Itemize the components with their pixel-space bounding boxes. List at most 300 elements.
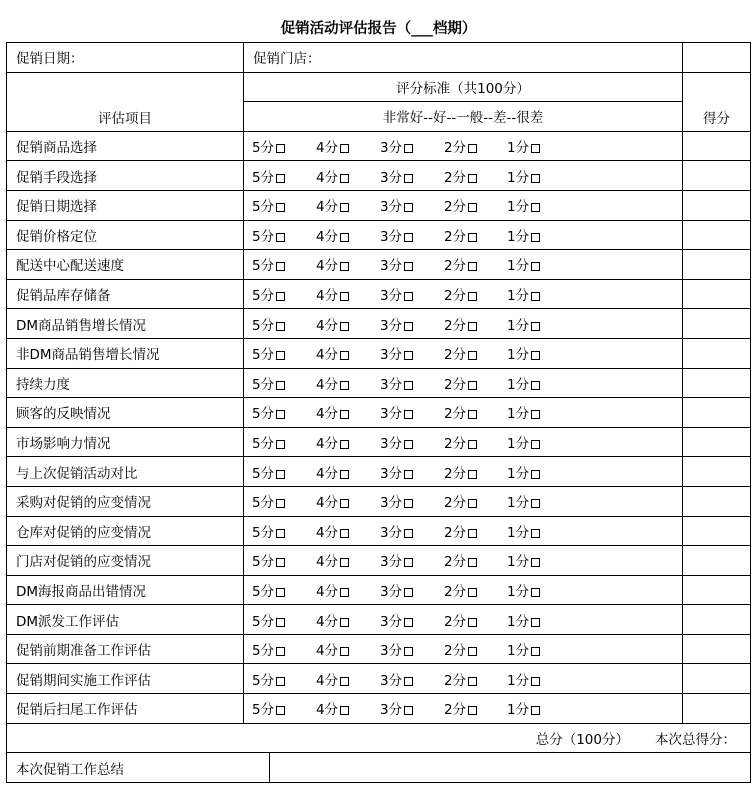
rating-option-label: 5分: [252, 228, 275, 245]
item-label: 促销手段选择: [7, 161, 244, 191]
header-standard: 评分标准（共100分）: [244, 72, 683, 102]
rating-option[interactable]: [316, 402, 349, 422]
checkbox[interactable]: [531, 174, 540, 183]
rating-option[interactable]: [507, 284, 540, 304]
checkbox[interactable]: [531, 558, 540, 567]
rating-option[interactable]: [316, 432, 349, 452]
checkbox[interactable]: [340, 381, 349, 390]
rating-option[interactable]: [380, 225, 413, 245]
rating-options: [244, 220, 683, 250]
checkbox[interactable]: [276, 647, 285, 656]
rating-option[interactable]: [507, 462, 540, 482]
rating-option[interactable]: [316, 580, 349, 600]
checkbox[interactable]: [276, 203, 285, 212]
score-cell[interactable]: [683, 338, 751, 368]
rating-option[interactable]: [380, 254, 413, 274]
rating-option[interactable]: [316, 136, 349, 156]
checkbox[interactable]: [340, 470, 349, 479]
rating-options: [244, 486, 683, 516]
item-label: 促销日期选择: [7, 190, 244, 220]
rating-option-label: 2分: [444, 613, 467, 630]
checkbox[interactable]: [404, 618, 413, 627]
score-cell[interactable]: [683, 694, 751, 724]
checkbox[interactable]: [340, 588, 349, 597]
checkbox[interactable]: [404, 233, 413, 242]
checkbox[interactable]: [404, 322, 413, 331]
rating-option[interactable]: [444, 432, 477, 452]
checkbox[interactable]: [531, 233, 540, 242]
rating-option[interactable]: [380, 343, 413, 363]
checkbox[interactable]: [404, 470, 413, 479]
checkbox[interactable]: [404, 647, 413, 656]
checkbox[interactable]: [531, 529, 540, 538]
item-label: 仓库对促销的应变情况: [7, 516, 244, 546]
promo-date-field[interactable]: 促销日期：: [7, 43, 244, 73]
checkbox[interactable]: [531, 706, 540, 715]
rating-option[interactable]: [252, 491, 285, 511]
score-cell[interactable]: [683, 457, 751, 487]
rating-option-label: 5分: [252, 376, 275, 393]
item-label: 促销品库存储备: [7, 279, 244, 309]
checkbox[interactable]: [404, 706, 413, 715]
rating-option-label: 4分: [316, 613, 339, 630]
rating-option[interactable]: [316, 195, 349, 215]
checkbox[interactable]: [468, 381, 477, 390]
rating-option[interactable]: [380, 669, 413, 689]
rating-option-label: 2分: [444, 199, 467, 216]
checkbox[interactable]: [340, 529, 349, 538]
checkbox[interactable]: [276, 381, 285, 390]
rating-option[interactable]: [444, 610, 477, 630]
rating-option-label: 1分: [507, 169, 530, 186]
rating-option[interactable]: [444, 669, 477, 689]
checkbox[interactable]: [340, 174, 349, 183]
rating-option-label: 3分: [380, 169, 403, 186]
rating-option[interactable]: [507, 166, 540, 186]
rating-option[interactable]: [507, 669, 540, 689]
total-score-label: 本次总得分：: [655, 731, 736, 748]
rating-option[interactable]: [316, 521, 349, 541]
rating-option-label: 5分: [252, 258, 275, 275]
rating-option[interactable]: [252, 698, 285, 718]
rating-option[interactable]: [316, 373, 349, 393]
table-row: [7, 398, 751, 428]
rating-option[interactable]: [316, 550, 349, 570]
rating-option[interactable]: [252, 254, 285, 274]
checkbox[interactable]: [340, 262, 349, 271]
score-cell[interactable]: [683, 161, 751, 191]
score-cell[interactable]: [683, 131, 751, 161]
checkbox[interactable]: [531, 144, 540, 153]
rating-option-label: 2分: [444, 436, 467, 453]
checkbox[interactable]: [276, 144, 285, 153]
rating-option[interactable]: [252, 373, 285, 393]
rating-option-label: 1分: [507, 524, 530, 541]
rating-option[interactable]: [380, 580, 413, 600]
rating-option[interactable]: [380, 639, 413, 659]
rating-option-label: 2分: [444, 702, 467, 719]
score-cell[interactable]: [683, 664, 751, 694]
checkbox[interactable]: [531, 292, 540, 301]
checkbox[interactable]: [468, 203, 477, 212]
rating-option-label: 5分: [252, 583, 275, 600]
rating-option[interactable]: [380, 284, 413, 304]
checkbox[interactable]: [404, 292, 413, 301]
checkbox[interactable]: [468, 322, 477, 331]
score-cell[interactable]: [683, 546, 751, 576]
table-row: [7, 634, 751, 664]
table-row: [7, 575, 751, 605]
rating-option[interactable]: [444, 373, 477, 393]
checkbox[interactable]: [468, 529, 477, 538]
rating-option-label: 5分: [252, 347, 275, 364]
checkbox[interactable]: [468, 647, 477, 656]
rating-option-label: 5分: [252, 406, 275, 423]
rating-option[interactable]: [316, 254, 349, 274]
rating-option[interactable]: [444, 136, 477, 156]
rating-option[interactable]: [380, 521, 413, 541]
rating-option-label: 5分: [252, 169, 275, 186]
checkbox[interactable]: [276, 618, 285, 627]
checkbox[interactable]: [531, 410, 540, 419]
checkbox[interactable]: [531, 262, 540, 271]
rating-option[interactable]: [316, 462, 349, 482]
rating-option-label: 2分: [444, 495, 467, 512]
checkbox[interactable]: [276, 351, 285, 360]
checkbox[interactable]: [340, 677, 349, 686]
rating-option[interactable]: [316, 698, 349, 718]
rating-option[interactable]: [507, 402, 540, 422]
score-cell[interactable]: [683, 634, 751, 664]
rating-option-label: 1分: [507, 554, 530, 571]
rating-option[interactable]: [380, 491, 413, 511]
rating-option[interactable]: [252, 136, 285, 156]
rating-option[interactable]: [380, 402, 413, 422]
checkbox[interactable]: [340, 647, 349, 656]
table-row: [7, 605, 751, 635]
rating-option[interactable]: [252, 639, 285, 659]
item-label: 促销商品选择: [7, 131, 244, 161]
rating-option[interactable]: [316, 491, 349, 511]
checkbox[interactable]: [531, 618, 540, 627]
checkbox[interactable]: [404, 529, 413, 538]
rating-option[interactable]: [252, 521, 285, 541]
rating-option[interactable]: [507, 610, 540, 630]
rating-option[interactable]: [380, 166, 413, 186]
rating-option[interactable]: [444, 550, 477, 570]
rating-option[interactable]: [252, 462, 285, 482]
rating-option[interactable]: [380, 698, 413, 718]
rating-option-label: 3分: [380, 347, 403, 364]
rating-option-label: 5分: [252, 672, 275, 689]
checkbox[interactable]: [468, 618, 477, 627]
rating-option[interactable]: [316, 284, 349, 304]
checkbox[interactable]: [468, 292, 477, 301]
rating-option[interactable]: [316, 343, 349, 363]
checkbox[interactable]: [531, 470, 540, 479]
rating-options: [244, 250, 683, 280]
checkbox[interactable]: [340, 558, 349, 567]
score-cell[interactable]: [683, 605, 751, 635]
score-cell[interactable]: [683, 309, 751, 339]
checkbox[interactable]: [340, 351, 349, 360]
rating-option[interactable]: [444, 402, 477, 422]
rating-option[interactable]: [507, 521, 540, 541]
checkbox[interactable]: [531, 499, 540, 508]
checkbox[interactable]: [531, 677, 540, 686]
rating-option[interactable]: [444, 462, 477, 482]
checkbox[interactable]: [276, 706, 285, 715]
rating-options: [244, 575, 683, 605]
rating-option[interactable]: [507, 373, 540, 393]
checkbox[interactable]: [531, 588, 540, 597]
rating-option[interactable]: [507, 225, 540, 245]
score-cell[interactable]: [683, 368, 751, 398]
checkbox[interactable]: [531, 322, 540, 331]
rating-option[interactable]: [252, 314, 285, 334]
rating-option-label: 2分: [444, 288, 467, 305]
checkbox[interactable]: [468, 440, 477, 449]
rating-option-label: 5分: [252, 199, 275, 216]
checkbox[interactable]: [468, 677, 477, 686]
checkbox[interactable]: [276, 322, 285, 331]
checkbox[interactable]: [340, 440, 349, 449]
checkbox[interactable]: [340, 410, 349, 419]
rating-option-label: 3分: [380, 495, 403, 512]
rating-option-label: 1分: [507, 643, 530, 660]
checkbox[interactable]: [276, 440, 285, 449]
rating-option[interactable]: [252, 432, 285, 452]
rating-option[interactable]: [252, 669, 285, 689]
table-row: [7, 279, 751, 309]
rating-option[interactable]: [444, 225, 477, 245]
score-cell[interactable]: [683, 575, 751, 605]
total-cell: [7, 723, 751, 753]
rating-option-label: 3分: [380, 524, 403, 541]
rating-options: [244, 161, 683, 191]
checkbox[interactable]: [468, 262, 477, 271]
checkbox[interactable]: [468, 351, 477, 360]
checkbox[interactable]: [404, 262, 413, 271]
rating-option[interactable]: [316, 314, 349, 334]
rating-option[interactable]: [316, 669, 349, 689]
rating-options: [244, 664, 683, 694]
score-cell[interactable]: [683, 486, 751, 516]
checkbox[interactable]: [468, 499, 477, 508]
checkbox[interactable]: [340, 322, 349, 331]
checkbox[interactable]: [404, 144, 413, 153]
rating-option[interactable]: [252, 402, 285, 422]
checkbox[interactable]: [276, 529, 285, 538]
rating-option[interactable]: [380, 314, 413, 334]
item-label: 配送中心配送速度: [7, 250, 244, 280]
rating-option-label: 4分: [316, 406, 339, 423]
checkbox[interactable]: [276, 233, 285, 242]
rating-option[interactable]: [252, 166, 285, 186]
rating-option[interactable]: [507, 314, 540, 334]
checkbox[interactable]: [404, 677, 413, 686]
item-label: 促销后扫尾工作评估: [7, 694, 244, 724]
rating-option-label: 2分: [444, 672, 467, 689]
item-label: DM海报商品出错情况: [7, 575, 244, 605]
rating-option[interactable]: [316, 225, 349, 245]
rating-option[interactable]: [380, 432, 413, 452]
checkbox[interactable]: [531, 203, 540, 212]
rating-option-label: 1分: [507, 613, 530, 630]
rating-option[interactable]: [507, 491, 540, 511]
rating-option[interactable]: [380, 373, 413, 393]
table-row: [7, 427, 751, 457]
item-label: 持续力度: [7, 368, 244, 398]
rating-option[interactable]: [444, 491, 477, 511]
score-cell[interactable]: [683, 398, 751, 428]
rating-option-label: 5分: [252, 524, 275, 541]
rating-option[interactable]: [507, 195, 540, 215]
rating-option[interactable]: [444, 254, 477, 274]
checkbox[interactable]: [276, 470, 285, 479]
checkbox[interactable]: [340, 292, 349, 301]
rating-option-label: 3分: [380, 288, 403, 305]
rating-option[interactable]: [507, 432, 540, 452]
rating-option-label: 1分: [507, 495, 530, 512]
checkbox[interactable]: [276, 262, 285, 271]
rating-option[interactable]: [507, 639, 540, 659]
rating-option[interactable]: [252, 550, 285, 570]
checkbox[interactable]: [404, 588, 413, 597]
checkbox[interactable]: [276, 499, 285, 508]
checkbox[interactable]: [468, 558, 477, 567]
summary-input[interactable]: [270, 753, 751, 783]
checkbox[interactable]: [340, 706, 349, 715]
rating-option[interactable]: [252, 225, 285, 245]
score-cell[interactable]: [683, 279, 751, 309]
rating-option[interactable]: [316, 639, 349, 659]
rating-option[interactable]: [380, 462, 413, 482]
rating-option[interactable]: [380, 136, 413, 156]
rating-option[interactable]: [444, 195, 477, 215]
score-cell[interactable]: [683, 516, 751, 546]
checkbox[interactable]: [276, 292, 285, 301]
rating-option[interactable]: [316, 166, 349, 186]
header-scale: 非常好--好--一般--差--很差: [244, 102, 683, 132]
rating-option-label: 3分: [380, 376, 403, 393]
rating-option-label: 2分: [444, 169, 467, 186]
table-row: [7, 694, 751, 724]
rating-option[interactable]: [252, 580, 285, 600]
rating-option-label: 5分: [252, 702, 275, 719]
checkbox[interactable]: [404, 381, 413, 390]
checkbox[interactable]: [276, 588, 285, 597]
rating-option[interactable]: [252, 610, 285, 630]
checkbox[interactable]: [531, 381, 540, 390]
checkbox[interactable]: [531, 647, 540, 656]
rating-option-label: 5分: [252, 613, 275, 630]
rating-option[interactable]: [444, 698, 477, 718]
rating-option[interactable]: [507, 698, 540, 718]
checkbox[interactable]: [531, 351, 540, 360]
checkbox[interactable]: [531, 440, 540, 449]
rating-option[interactable]: [444, 580, 477, 600]
checkbox[interactable]: [468, 470, 477, 479]
checkbox[interactable]: [340, 499, 349, 508]
rating-option-label: 3分: [380, 258, 403, 275]
rating-option[interactable]: [252, 343, 285, 363]
checkbox[interactable]: [276, 174, 285, 183]
checkbox[interactable]: [404, 410, 413, 419]
table-row: [7, 546, 751, 576]
rating-option[interactable]: [507, 343, 540, 363]
rating-option-label: 1分: [507, 702, 530, 719]
rating-option-label: 2分: [444, 347, 467, 364]
checkbox[interactable]: [404, 351, 413, 360]
checkbox[interactable]: [340, 144, 349, 153]
checkbox[interactable]: [276, 558, 285, 567]
checkbox[interactable]: [468, 233, 477, 242]
rating-option[interactable]: [507, 136, 540, 156]
checkbox[interactable]: [340, 233, 349, 242]
checkbox[interactable]: [404, 558, 413, 567]
checkbox[interactable]: [468, 706, 477, 715]
checkbox[interactable]: [340, 203, 349, 212]
rating-option-label: 2分: [444, 376, 467, 393]
checkbox[interactable]: [276, 677, 285, 686]
rating-option[interactable]: [316, 610, 349, 630]
promo-store-field[interactable]: 促销门店：: [244, 43, 683, 73]
checkbox[interactable]: [468, 588, 477, 597]
rating-option-label: 3分: [380, 613, 403, 630]
rating-option[interactable]: [380, 195, 413, 215]
rating-option[interactable]: [444, 284, 477, 304]
rating-option[interactable]: [444, 314, 477, 334]
table-row: [7, 161, 751, 191]
rating-option[interactable]: [380, 550, 413, 570]
rating-options: [244, 516, 683, 546]
rating-option[interactable]: [444, 343, 477, 363]
item-label: DM派发工作评估: [7, 605, 244, 635]
checkbox[interactable]: [468, 410, 477, 419]
rating-option-label: 3分: [380, 140, 403, 157]
score-cell[interactable]: [683, 427, 751, 457]
rating-option[interactable]: [444, 521, 477, 541]
score-cell[interactable]: [683, 250, 751, 280]
score-cell[interactable]: [683, 190, 751, 220]
checkbox[interactable]: [404, 203, 413, 212]
item-label: 与上次促销活动对比: [7, 457, 244, 487]
score-cell[interactable]: [683, 220, 751, 250]
rating-option-label: 3分: [380, 554, 403, 571]
rating-option-label: 2分: [444, 583, 467, 600]
checkbox[interactable]: [404, 440, 413, 449]
rating-option[interactable]: [444, 639, 477, 659]
checkbox[interactable]: [468, 174, 477, 183]
rating-option[interactable]: [507, 254, 540, 274]
rating-option[interactable]: [507, 550, 540, 570]
checkbox[interactable]: [340, 618, 349, 627]
rating-options: [244, 338, 683, 368]
rating-option[interactable]: [252, 195, 285, 215]
checkbox[interactable]: [404, 499, 413, 508]
rating-option-label: 4分: [316, 169, 339, 186]
rating-option-label: 4分: [316, 228, 339, 245]
rating-option[interactable]: [444, 166, 477, 186]
checkbox[interactable]: [468, 144, 477, 153]
summary-label: 本次促销工作总结: [7, 753, 270, 783]
rating-option[interactable]: [380, 610, 413, 630]
checkbox[interactable]: [276, 410, 285, 419]
rating-option[interactable]: [252, 284, 285, 304]
checkbox[interactable]: [404, 174, 413, 183]
rating-option[interactable]: [507, 580, 540, 600]
